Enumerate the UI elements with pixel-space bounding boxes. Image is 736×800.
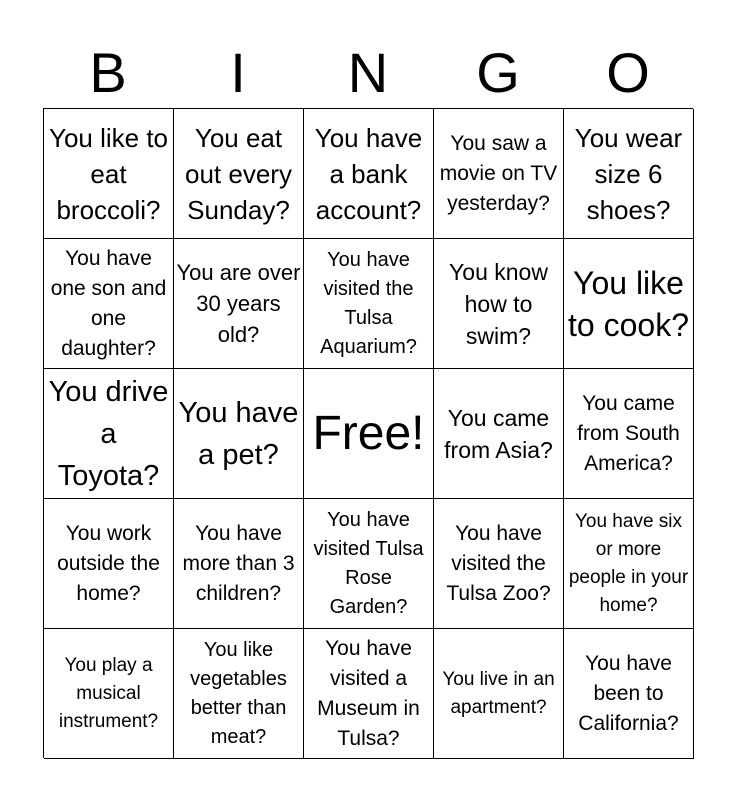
bingo-cell[interactable]: You know how to swim? bbox=[434, 239, 564, 369]
bingo-cell[interactable]: You have visited the Tulsa Zoo? bbox=[434, 499, 564, 629]
bingo-cell[interactable]: You came from Asia? bbox=[434, 369, 564, 499]
bingo-cell[interactable]: You have visited the Tulsa Aquarium? bbox=[304, 239, 434, 369]
header-letter-o: O bbox=[606, 41, 650, 104]
bingo-cell[interactable]: You have been to California? bbox=[564, 629, 694, 759]
free-space-cell[interactable]: Free! bbox=[304, 369, 434, 499]
bingo-cell[interactable]: You wear size 6 shoes? bbox=[564, 109, 694, 239]
bingo-cell[interactable]: You like vegetables better than meat? bbox=[174, 629, 304, 759]
header-letter-b: B bbox=[89, 41, 127, 104]
bingo-cell[interactable]: You came from South America? bbox=[564, 369, 694, 499]
bingo-cell[interactable]: You live in an apartment? bbox=[434, 629, 564, 759]
bingo-cell[interactable]: You have a bank account? bbox=[304, 109, 434, 239]
header-letter-g: G bbox=[476, 41, 520, 104]
bingo-cell[interactable]: You are over 30 years old? bbox=[174, 239, 304, 369]
bingo-cell[interactable]: You play a musical instrument? bbox=[44, 629, 174, 759]
header-letter-i: I bbox=[230, 41, 246, 104]
bingo-cell[interactable]: You eat out every Sunday? bbox=[174, 109, 304, 239]
bingo-cell[interactable]: You have visited a Museum in Tulsa? bbox=[304, 629, 434, 759]
bingo-header bbox=[43, 38, 693, 108]
bingo-cell[interactable]: You have a pet? bbox=[174, 369, 304, 499]
bingo-cell[interactable]: You work outside the home? bbox=[44, 499, 174, 629]
bingo-cell[interactable]: You have visited Tulsa Rose Garden? bbox=[304, 499, 434, 629]
bingo-cell[interactable]: You have six or more people in your home? bbox=[564, 499, 694, 629]
bingo-cell[interactable]: You saw a movie on TV yesterday? bbox=[434, 109, 564, 239]
bingo-cell[interactable]: You have more than 3 children? bbox=[174, 499, 304, 629]
bingo-cell[interactable]: You drive a Toyota? bbox=[44, 369, 174, 499]
header-letter-n: N bbox=[347, 41, 389, 104]
bingo-cell[interactable]: You like to eat broccoli? bbox=[44, 109, 174, 239]
bingo-card-grid bbox=[43, 108, 693, 758]
bingo-cell[interactable]: You like to cook? bbox=[564, 239, 694, 369]
bingo-cell[interactable]: You have one son and one daughter? bbox=[44, 239, 174, 369]
